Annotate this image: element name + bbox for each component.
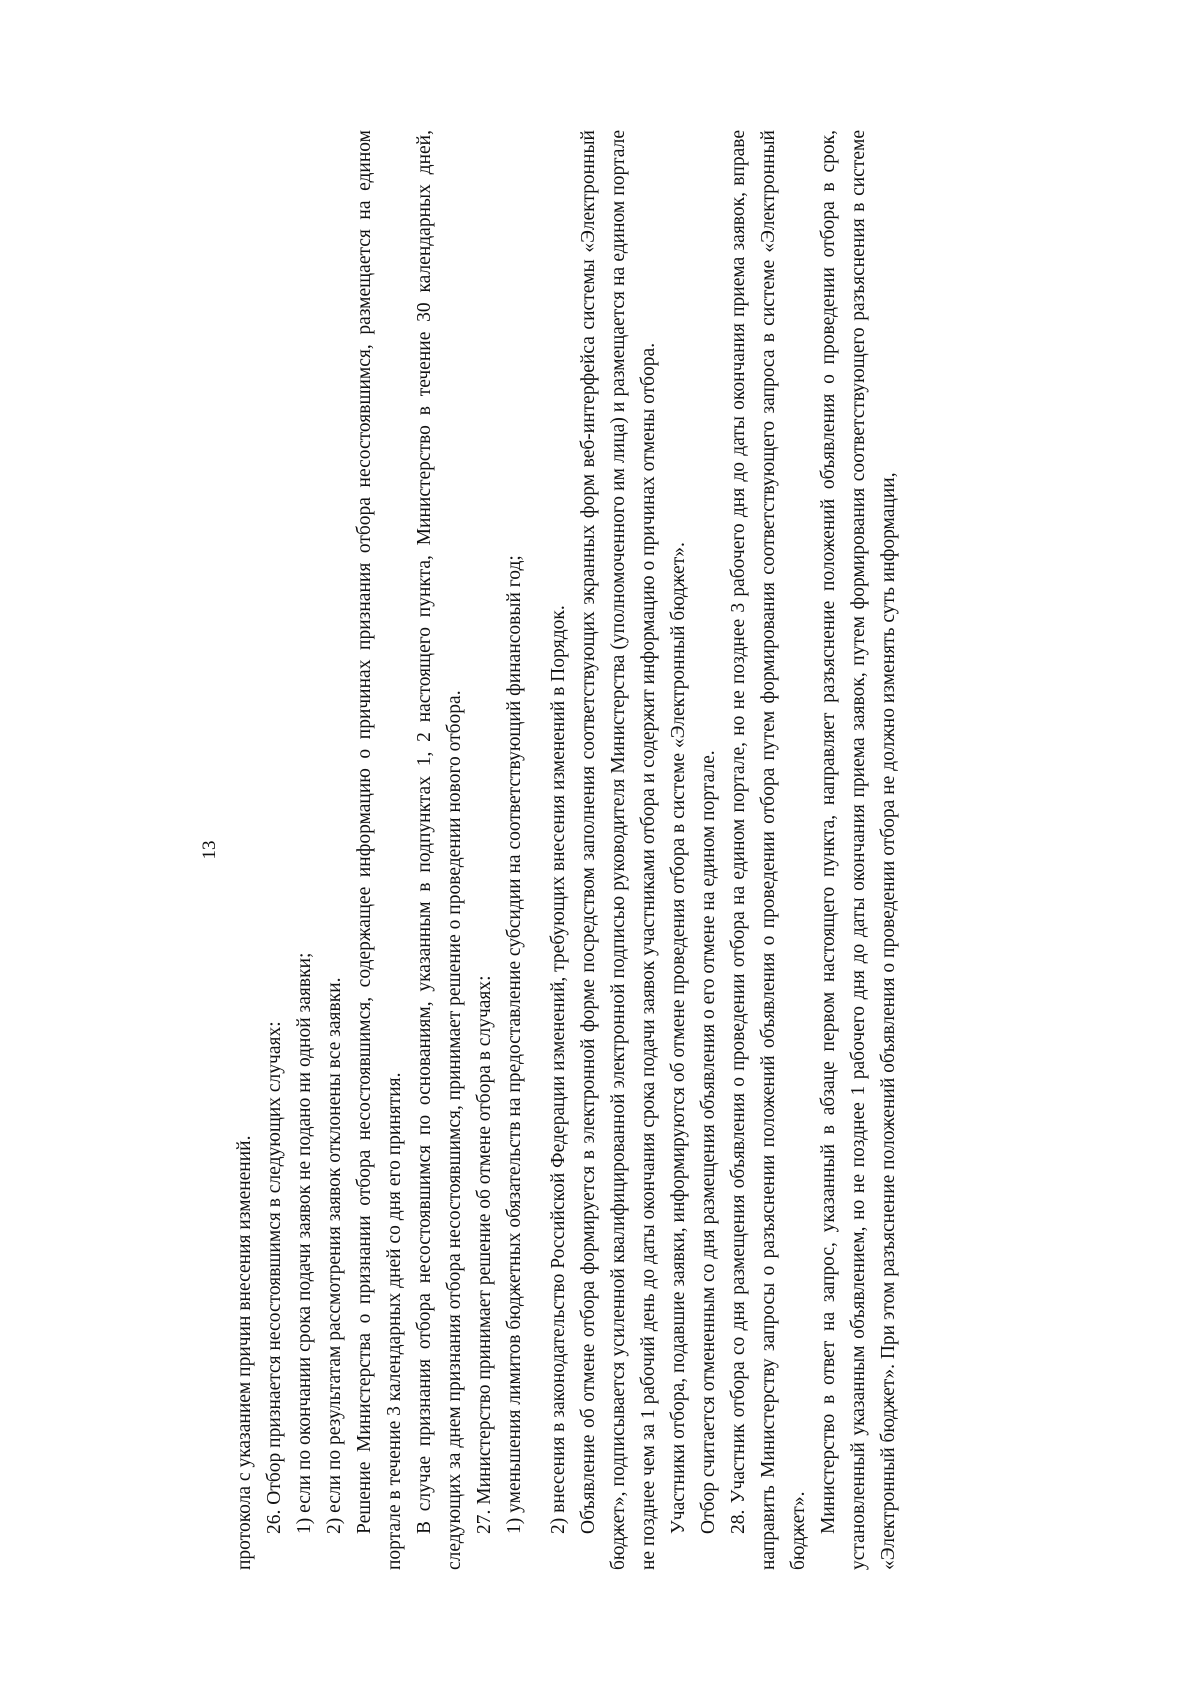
- paragraph: 28. Участник отбора со дня размещения объявления о проведении отбора на едином портале, но не позднее 3 рабочего дня до даты окончания приема заявок, вправе направить Министерству запросы о разъяснении положений объявления о проведении отбора путем формирования соответствующего запроса в системе «Электронный бюджет».: [728, 130, 809, 1570]
- paragraph: Решение Министерства о признании отбора несостоявшимся, содержащее информацию о причинах признания отбора несостоявшимся, размещается на едином портале в течение 3 календарных дней со дня его принятия.: [354, 130, 405, 1570]
- page-number: 13: [199, 840, 220, 860]
- paragraph: 27. Министерство принимает решение об отмене отбора в случаях:: [474, 975, 495, 1534]
- paragraph: В случае признания отбора несостоявшимся по основаниям, указанным в подпунктах 1, 2 настоящего пункта, Министерство в течение 30 календарных дней, следующих за днем признания отбора несостоявшимся, принимает решение о проведении нового отбора.: [414, 130, 465, 1570]
- paragraph: 1) если по окончании срока подачи заявок не подано ни одной заявки;: [294, 952, 315, 1534]
- paragraph: протокола с указанием причин внесения изменений.: [234, 1135, 255, 1570]
- paragraph: Участники отбора, подавшие заявки, информируются об отмене проведения отбора в системе «Электронный бюджет».: [668, 542, 689, 1534]
- paragraph: Объявление об отмене отбора формируется в электронной форме посредством заполнения соответствующих экранных форм веб-интерфейса системы «Электронный бюджет», подписывается усиленной квалифицированной электронной подписью руководителя Министерства (уполномоченного им лица) и размещается на едином портале не позднее чем за 1 рабочий день до даты окончания срока подачи заявок участниками отбора и содержит информацию о причинах отмены отбора.: [578, 130, 659, 1570]
- paragraph: 2) внесения в законодательство Российской Федерации изменений, требующих внесения изменений в Порядок.: [548, 605, 569, 1534]
- document-body: [230, 130, 904, 1570]
- paragraph: 26. Отбор признается несостоявшимся в следующих случаях:: [264, 1021, 285, 1534]
- paragraph: Министерство в ответ на запрос, указанный в абзаце первом настоящего пункта, направляет разъяснение положений объявления о проведении отбора в срок, установленный указанным объявлением, но не позднее 1 рабочего дня до даты окончания приема заявок, путем формирования соответствующего разъяснения в системе «Электронный бюджет». При этом разъяснение положений объявления о проведении отбора не должно изменять суть информации,: [818, 130, 899, 1570]
- paragraph: Отбор считается отмененным со дня размещения объявления о его отмене на едином портале.: [698, 750, 719, 1534]
- rotated-page-content: [190, 130, 1010, 1570]
- paragraph: 2) если по результатам рассмотрения заявок отклонены все заявки.: [324, 977, 345, 1534]
- paragraph: 1) уменьшения лимитов бюджетных обязательств на предоставление субсидии на соответствующий финансовый год;: [504, 555, 525, 1534]
